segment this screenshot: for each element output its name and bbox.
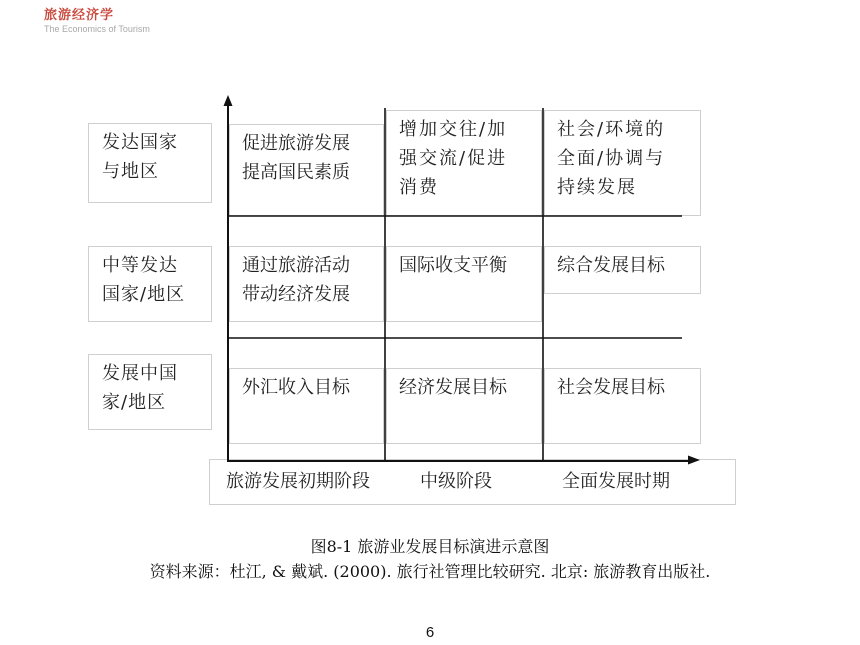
cell-developed-early: 促进旅游发展 提高国民素质 xyxy=(229,124,384,216)
cell-middle-early: 通过旅游活动 带动经济发展 xyxy=(229,246,384,322)
row-label-developing: 发展中国 家/地区 xyxy=(88,354,212,430)
logo-title: 旅游经济学 xyxy=(44,8,115,23)
cell-developing-full: 社会发展目标 xyxy=(544,368,701,444)
row-label-developed: 发达国家 与地区 xyxy=(88,123,212,203)
cell-middle-middle: 国际收支平衡 xyxy=(386,246,542,322)
x-axis-label-full: 全面发展时期 xyxy=(562,471,670,492)
x-axis-label-middle: 中级阶段 xyxy=(420,471,492,492)
cell-developed-middle: 增加交往/加 强交流/促进 消费 xyxy=(386,110,542,216)
figure-source: 资料来源：杜江, & 戴斌. (2000). 旅行社管理比较研究. 北京: 旅游教育出版社. xyxy=(149,562,711,581)
cell-developed-full: 社会/环境的 全面/协调与 持续发展 xyxy=(544,110,701,216)
row-label-middle: 中等发达 国家/地区 xyxy=(88,246,212,322)
cell-developing-early: 外汇收入目标 xyxy=(229,368,384,444)
figure-caption: 图8-1 旅游业发展目标演进示意图 xyxy=(310,537,550,556)
page-number: 6 xyxy=(425,624,435,641)
logo-subtitle: The Economics of Tourism xyxy=(44,24,150,34)
cell-middle-full: 综合发展目标 xyxy=(544,246,701,294)
x-axis-label-early: 旅游发展初期阶段 xyxy=(226,471,370,492)
logo xyxy=(44,8,150,35)
cell-developing-middle: 经济发展目标 xyxy=(386,368,542,444)
y-axis-arrow xyxy=(224,95,233,106)
